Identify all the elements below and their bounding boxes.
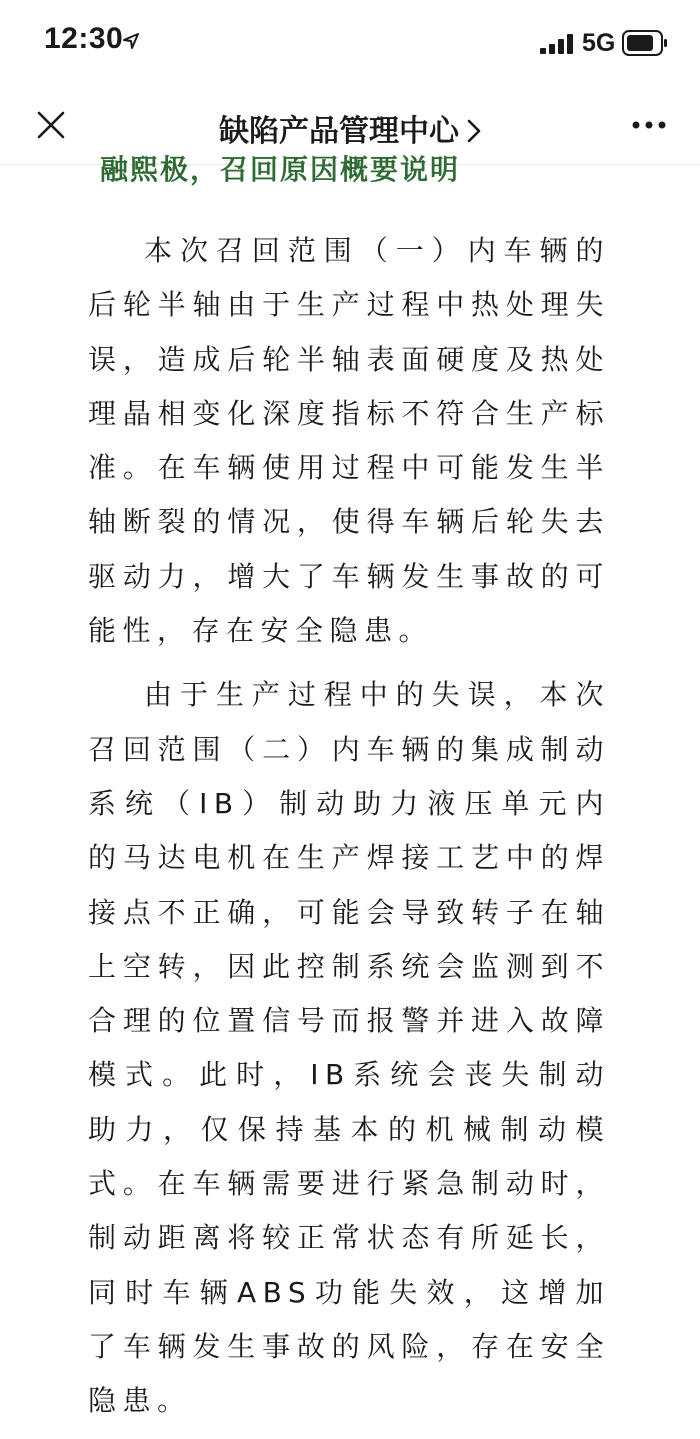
article-content[interactable] [0, 153, 700, 1418]
page-title: 缺陷产品管理中心 [219, 114, 459, 149]
section-heading-cutoff: 融熙极，召回原因概要说明 [100, 153, 461, 186]
network-label: 5G [582, 29, 616, 57]
chevron-right-icon [467, 119, 481, 143]
battery-icon [622, 30, 668, 56]
status-time: 12:30 [44, 22, 124, 55]
signal-bars-icon [540, 34, 574, 54]
location-arrow-icon [122, 32, 140, 50]
article-body [88, 224, 610, 1439]
nav-title-link[interactable] [0, 106, 700, 150]
article-paragraph-1: 本次召回范围（一）内车辆的后轮半轴由于生产过程中热处理失误，造成后轮半轴表面硬度及热处理晶相变化深度指标不符合生产标准。在车辆使用过程中可能发生半轴断裂的情况，使得车辆后轮失去驱动力，增大了车辆发生事故的可能性，存在安全隐患。 [88, 234, 610, 648]
article-paragraph-2: 由于生产过程中的失误，本次召回范围（二）内车辆的集成制动系统（IB）制动助力液压单元内的马达电机在生产焊接工艺中的焊接点不正确，可能会导致转子在轴上空转，因此控制系统会监测到不合理的位置信号而报警并进入故障模式。此时，IB系统会丧失制动助力，仅保持基本的机械制动模式。在车辆需要进行紧急制动时，制动距离将较正常状态有所延长，同时车辆ABS功能失效，这增加了车辆发生事故的风险，存在安全隐患。 [88, 678, 610, 1418]
status-bar [0, 0, 700, 92]
more-icon[interactable] [632, 120, 666, 130]
